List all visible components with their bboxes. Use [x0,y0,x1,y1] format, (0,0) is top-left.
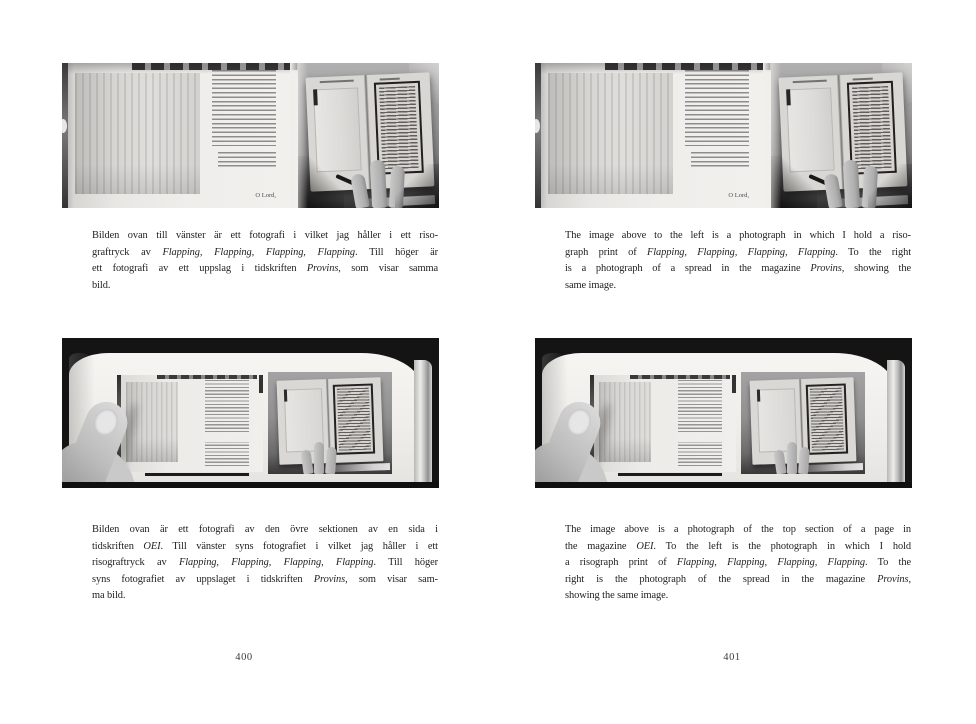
print-edge-blend [763,63,781,208]
thumbnail [90,405,121,439]
magazine-running-head [380,78,400,81]
legible-text-fragment: O Lord, [255,192,276,199]
caption-line: graph print of Flapping, Flapping, Flapping, Flapping. To the right [565,246,911,258]
caption-line: ett fotografi av ett uppslag i tidskriften Provins, som visar samma [92,263,438,275]
print-text-column [685,70,749,201]
blurred-text-lines [685,70,749,146]
caption-line: a risograph print of Flapping, Flapping, Flapping, Flapping. To the [565,557,911,569]
magazine-scene-area [771,63,912,208]
text-paragraph-gap [205,434,249,442]
caption-line: the magazine OEI. To the left is the photograph in which I hold [565,540,911,552]
caption-line: is a photograph of a spread in the magazine Provins, showing the [565,263,911,275]
film-edge-dashes [605,63,771,70]
blurred-text-column [205,380,249,466]
photo-oei-page-with-thumb [535,338,912,488]
page-number-left: 400 [235,652,253,663]
magazine-scene-area [298,63,439,208]
caption-line: showing the same image. [565,590,669,602]
finger [773,449,786,474]
corner-shadow [868,164,912,208]
finger [370,160,387,208]
book-fore-edge [887,360,905,483]
caption-line: same image. [565,279,617,291]
photo-oei-page-with-thumb [62,338,439,488]
risograph-print-photo-area [62,63,298,208]
print-left-edge [62,63,68,208]
caption-english-bottom [565,522,911,605]
blurred-text-lines [212,70,276,146]
film-edge-dashes [630,375,730,379]
photo-risograph-print-and-provins-spread [62,63,439,208]
corner-shadow [395,164,439,208]
caption-swedish-bottom [92,522,438,605]
caption-line: graftryck av Flapping, Flapping, Flapping, Flapping. Till höger är [92,246,438,258]
caption-line: right is the photograph of the spread in the magazine Provins, [565,573,911,585]
blurred-text-lines [691,152,749,169]
gradient-artwork [75,73,200,194]
caption-english-top [565,228,911,294]
page-number-right: 401 [723,652,741,663]
caption-line: Bilden ovan är ett fotografi av den övre sektionen av en sida i [92,524,438,535]
caption-line: The image above is a photograph of the top section of a page in [565,524,911,535]
magazine-running-head [853,78,873,81]
printed-reproduction-print-photo [590,375,736,472]
finger [300,449,313,474]
finger [787,442,797,474]
photo-risograph-print-and-provins-spread [535,63,912,208]
print-edge-notch [62,119,67,133]
corner-mark [259,375,263,393]
caption-line: bild. [92,279,111,291]
print-edge-notch [535,119,540,133]
blurred-text-column [678,380,722,466]
page-edge-highlight [807,463,863,472]
photo-bottom-edge [535,482,912,488]
magazine-running-head [320,80,354,83]
caption-line: risograftryck av Flapping, Flapping, Flapping, Flapping. Till höger [92,557,438,569]
printed-reproduction-print-photo [117,375,263,472]
finger [843,160,860,208]
finger [823,173,843,208]
caption-line: syns fotografiet av uppslaget i tidskriften Provins, som visar sam- [92,573,438,585]
caption-swedish-top [92,228,438,294]
magazine-running-head [793,80,827,83]
risograph-print-photo-area [535,63,771,208]
print-text-column [212,70,276,201]
gradient-artwork [548,73,673,194]
thumbnail [563,405,594,439]
photo-edge-bar [145,473,249,476]
finger [350,173,370,208]
page-edge-highlight [334,463,390,472]
film-edge-dashes [157,375,257,379]
legible-text-fragment: O Lord, [728,192,749,199]
corner-mark [732,375,736,393]
caption-line: Bilden ovan till vänster är ett fotografi i vilket jag håller i ett riso- [92,230,438,241]
film-edge-dashes [132,63,298,70]
caption-line: The image above to the left is a photograph in which I hold a riso- [565,230,911,241]
blurred-text-lines [218,152,276,169]
right-page [488,0,976,724]
text-paragraph-gap [678,434,722,442]
printed-reproduction-magazine-photo [741,372,865,474]
photo-edge-bar [618,473,722,476]
book-fore-edge [414,360,432,483]
print-edge-blend [290,63,308,208]
photo-bottom-edge [62,482,439,488]
printed-reproduction-magazine-photo [268,372,392,474]
finger [314,442,324,474]
caption-line: tidskriften OEI. Till vänster syns fotografiet i vilket jag håller i ett [92,540,438,552]
print-left-edge [535,63,541,208]
caption-line: ma bild. [92,590,126,602]
